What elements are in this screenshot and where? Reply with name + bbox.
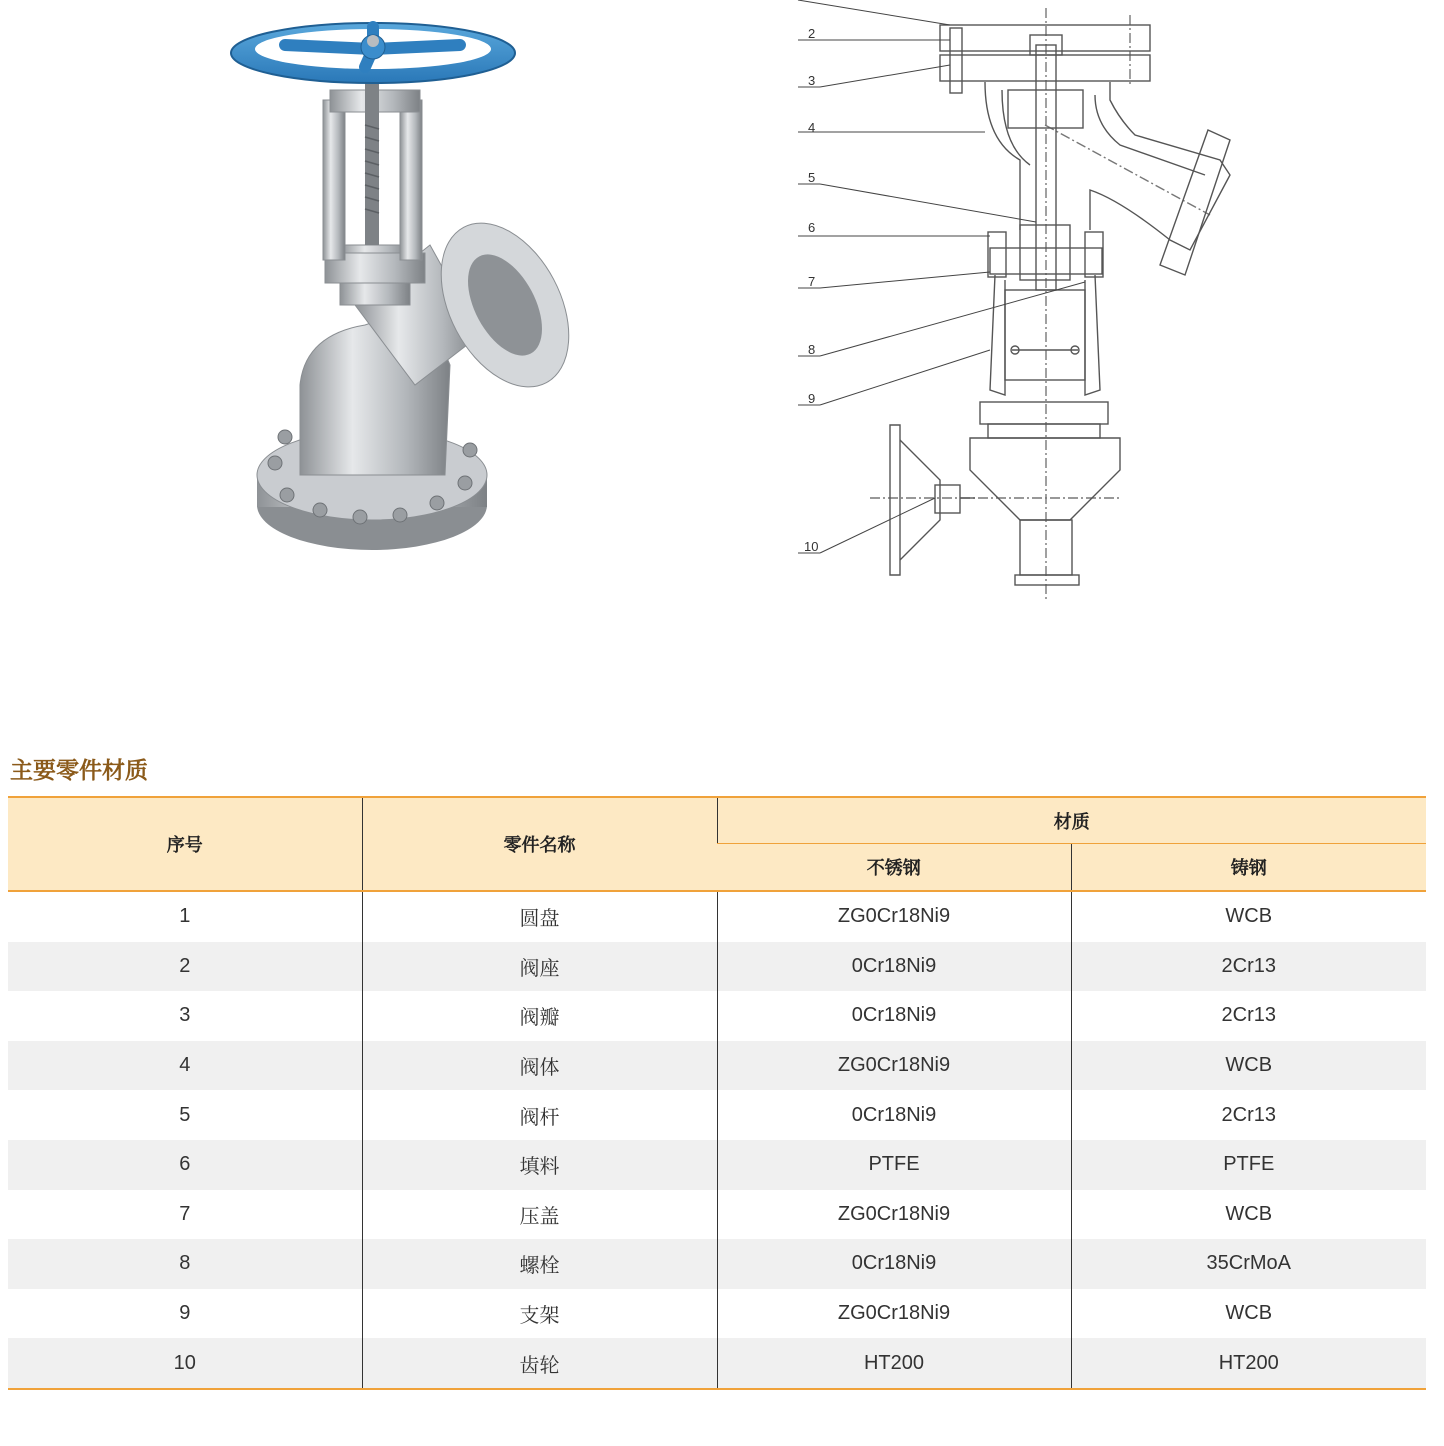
cell-stainless: ZG0Cr18Ni9 xyxy=(717,1289,1071,1339)
cell-stainless: ZG0Cr18Ni9 xyxy=(717,891,1071,942)
cell-index: 1 xyxy=(179,905,191,928)
cell-part-name: 齿轮 xyxy=(362,1338,717,1389)
cell-part-name: 支架 xyxy=(362,1289,717,1339)
cell-index: 2 xyxy=(8,942,362,992)
cell-index: 10 xyxy=(8,1338,362,1389)
table-row xyxy=(8,1041,1426,1091)
cell-index: 5 xyxy=(179,1103,191,1126)
cell-index: 6 xyxy=(8,1140,362,1190)
cell-stainless: HT200 xyxy=(717,1338,1071,1389)
callout-label: 8 xyxy=(808,342,816,357)
cell-cast-steel: WCB xyxy=(1071,1289,1426,1339)
valve-cross-section-drawing xyxy=(790,0,1250,605)
cell-part-name: 阀体 xyxy=(362,1041,717,1091)
cell-part-name: 螺栓 xyxy=(362,1239,717,1289)
cell-stainless: PTFE xyxy=(717,1140,1071,1190)
cell-cast-steel: 2Cr13 xyxy=(1071,942,1426,992)
cell-stainless: 0Cr18Ni9 xyxy=(717,991,1071,1041)
table-row xyxy=(8,991,1426,1041)
callout-label: 3 xyxy=(808,73,816,88)
cell-cast-steel: WCB xyxy=(1071,1041,1426,1091)
callout-label: 10 xyxy=(804,539,819,554)
cell-cast-steel: WCB xyxy=(1071,891,1426,942)
cell-part-name: 阀瓣 xyxy=(362,991,717,1041)
cell-index: 9 xyxy=(179,1302,191,1325)
table-row xyxy=(8,1289,1426,1339)
cell-part-name: 圆盘 xyxy=(362,891,717,942)
callout-label: 7 xyxy=(808,274,816,289)
cell-cast-steel: HT200 xyxy=(1071,1338,1426,1389)
cell-index: 8 xyxy=(8,1239,362,1289)
cell-part-name: 阀座 xyxy=(362,942,717,992)
table-row xyxy=(8,1338,1426,1389)
cell-stainless: 0Cr18Ni9 xyxy=(717,1090,1071,1140)
cell-cast-steel: 35CrMoA xyxy=(1071,1239,1426,1289)
table-row xyxy=(8,942,1426,992)
cell-index: 4 xyxy=(8,1041,362,1091)
cell-index: 3 xyxy=(179,1004,191,1027)
cell-stainless: 0Cr18Ni9 xyxy=(717,1239,1071,1289)
cell-part-name: 阀杆 xyxy=(362,1090,717,1140)
cell-index: 7 xyxy=(179,1202,191,1225)
cell-cast-steel: WCB xyxy=(1071,1190,1426,1240)
cell-stainless: ZG0Cr18Ni9 xyxy=(717,1190,1071,1240)
header-part-name: 零件名称 xyxy=(362,797,717,891)
parts-material-table xyxy=(8,796,1426,1390)
valve-product-photo xyxy=(215,5,595,565)
header-material: 材质 xyxy=(717,797,1426,844)
cell-cast-steel: 2Cr13 xyxy=(1071,991,1426,1041)
cell-cast-steel: 2Cr13 xyxy=(1071,1090,1426,1140)
callout-label: 6 xyxy=(808,220,816,235)
cell-stainless: 0Cr18Ni9 xyxy=(717,942,1071,992)
cell-stainless: ZG0Cr18Ni9 xyxy=(717,1041,1071,1091)
callout-label: 5 xyxy=(808,170,816,185)
callout-label: 4 xyxy=(808,120,816,135)
header-stainless: 不锈钢 xyxy=(717,844,1071,892)
section-title: 主要零件材质 xyxy=(10,758,148,784)
cell-part-name: 压盖 xyxy=(362,1190,717,1240)
cell-cast-steel: PTFE xyxy=(1071,1140,1426,1190)
header-index: 序号 xyxy=(8,797,362,891)
table-row xyxy=(8,1140,1426,1190)
table-row xyxy=(8,1239,1426,1289)
header-cast-steel: 铸钢 xyxy=(1071,844,1426,892)
callout-label: 9 xyxy=(808,391,816,406)
table-row xyxy=(8,1190,1426,1240)
cell-part-name: 填料 xyxy=(362,1140,717,1190)
table-row xyxy=(8,891,1426,942)
callout-label: 2 xyxy=(808,26,816,41)
table-row xyxy=(8,1090,1426,1140)
